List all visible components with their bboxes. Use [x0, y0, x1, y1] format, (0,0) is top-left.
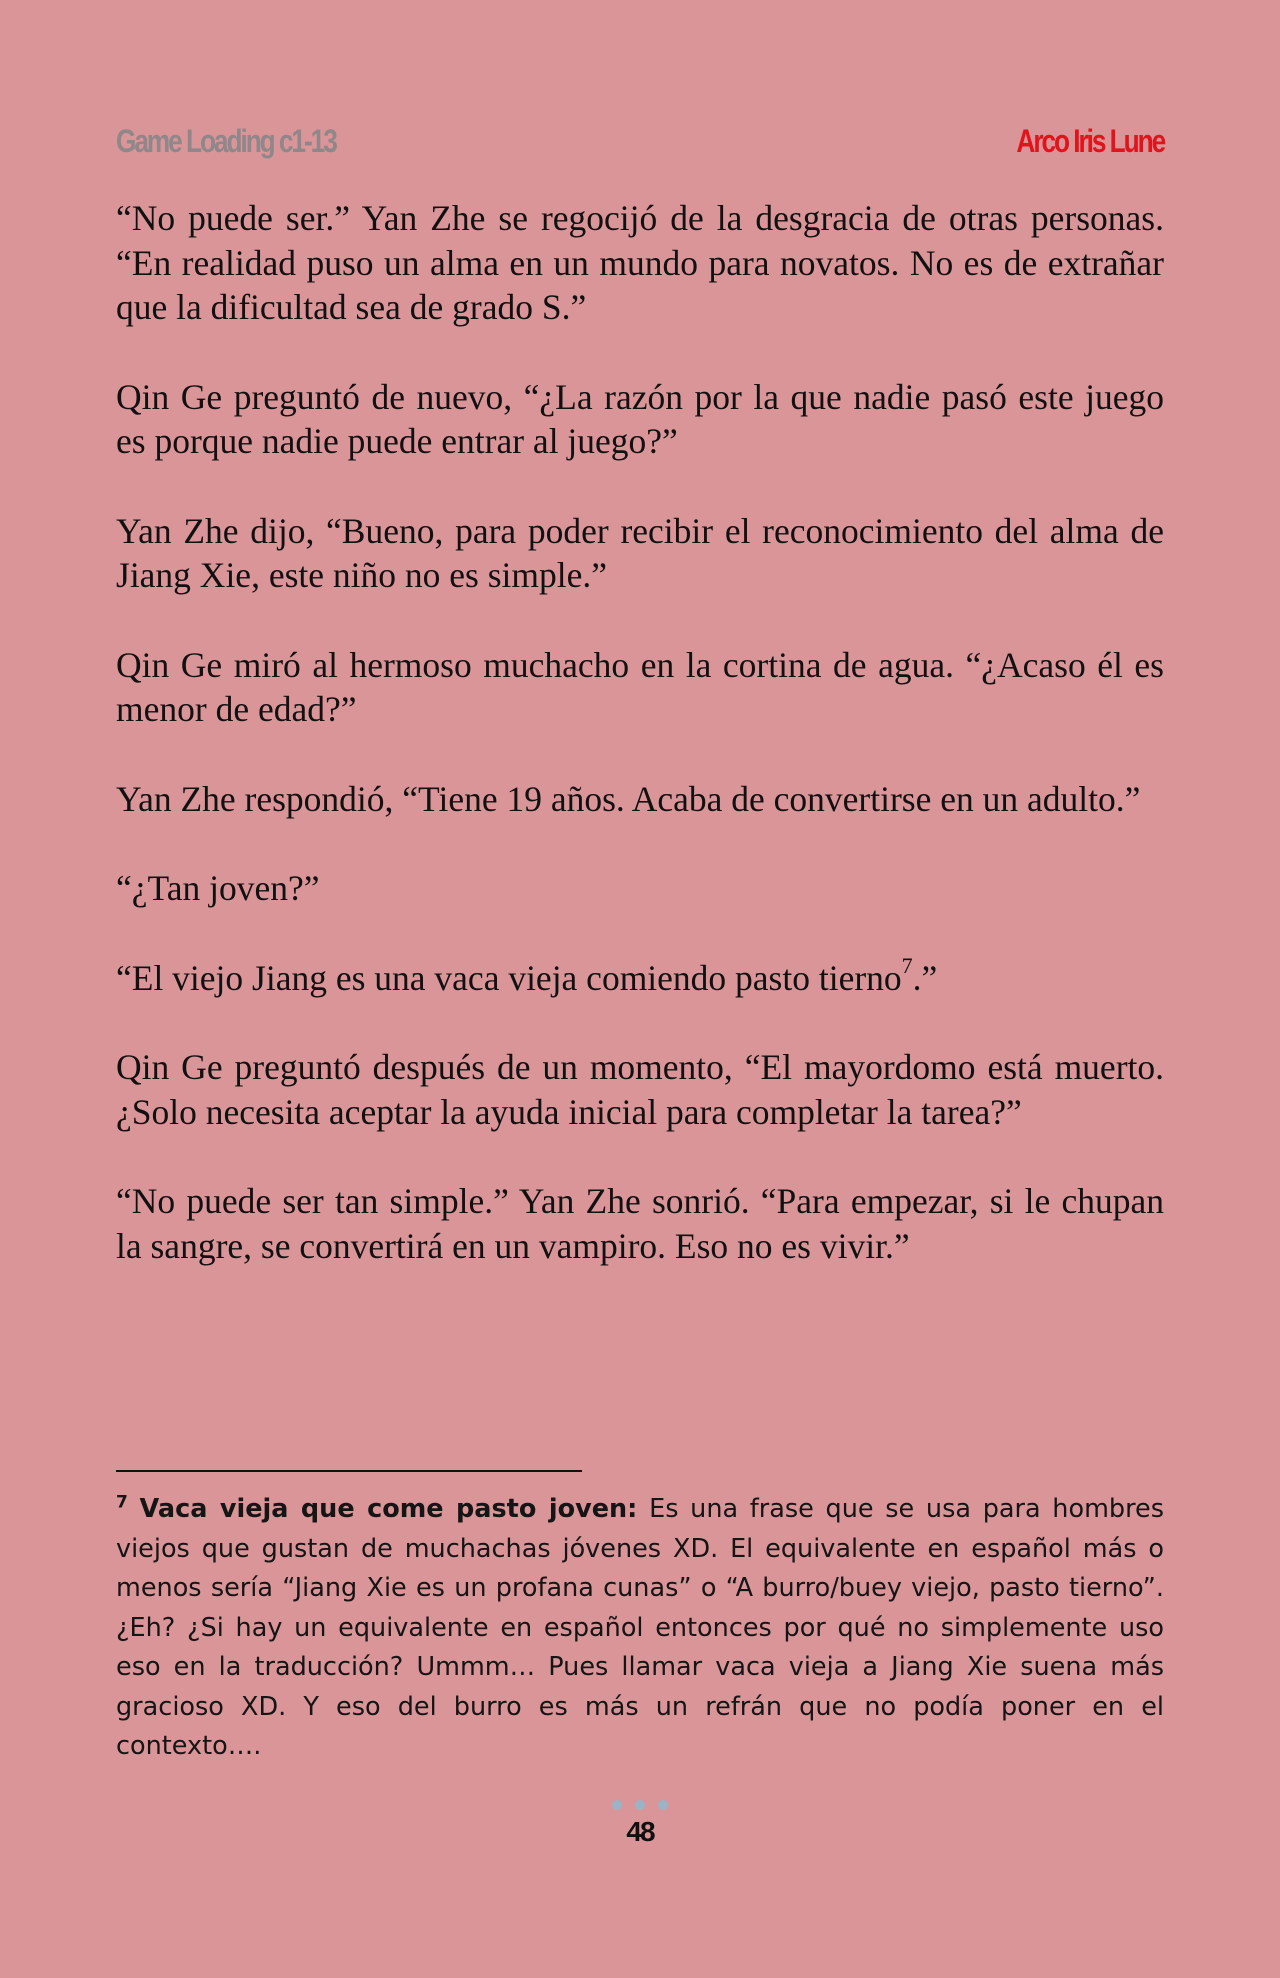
footnote-divider: [116, 1470, 582, 1472]
paragraph-2: Qin Ge preguntó de nuevo, “¿La razón por la que nadie pasó este juego es porque nadie puede entrar al juego?”: [116, 376, 1164, 461]
body-text: [116, 196, 1164, 1268]
footnote: [116, 1490, 1164, 1767]
paragraph-6: “¿Tan joven?”: [116, 868, 320, 908]
footnote-reference[interactable]: 7: [901, 952, 913, 978]
paragraph-8: Qin Ge preguntó después de un momento, “El mayordomo está muerto. ¿Solo necesita aceptar la ayuda inicial para completar la tarea?”: [116, 1047, 1164, 1132]
header-translator: Arco Iris Lune: [1016, 122, 1164, 159]
dot-icon: [612, 1800, 622, 1810]
paragraph-1: “No puede ser.” Yan Zhe se regocijó de la desgracia de otras personas. “En realidad puso un alma en un mundo para novatos. No es de extrañar que la dificultad sea de grado S.”: [116, 198, 1164, 327]
page-footer: [0, 1800, 1280, 1848]
header-book-title: Game Loading c1-13: [116, 122, 336, 159]
paragraph-9: “No puede ser tan simple.” Yan Zhe sonrió. “Para empezar, si le chupan la sangre, se convertirá en un vampiro. Eso no es vivir.”: [116, 1181, 1164, 1266]
page-header: [116, 116, 1164, 166]
paragraph-7: [116, 952, 1164, 1001]
footnote-term: Vaca vieja que come pasto joven:: [139, 1494, 638, 1524]
footnote-number: 7: [116, 1492, 128, 1513]
paragraph-4: Qin Ge miró al hermoso muchacho en la cortina de agua. “¿Acaso él es menor de edad?”: [116, 644, 1164, 729]
paragraph-7-end: .”: [912, 957, 938, 998]
dot-icon: [635, 1800, 645, 1810]
paragraph-3: Yan Zhe dijo, “Bueno, para poder recibir el reconocimiento del alma de Jiang Xie, este niño no es simple.”: [116, 510, 1164, 595]
footnote-text: Es una frase que se usa para hombres viejos que gustan de muchachas jóvenes XD. El equivalente en español más o menos sería “Jiang Xie es un profana cunas” o “A burro/buey viejo, pasto tierno”. ¿Eh? ¿Si hay un equivalente en español entonces por qué no simplemente uso eso en la traducción? Ummm… Pues llamar vaca vieja a Jiang Xie suena más gracioso XD. Y eso del burro es más un refrán que no podía poner en el contexto….: [116, 1494, 1164, 1761]
paragraph-7-text: “El viejo Jiang es una vaca vieja comiendo pasto tierno: [116, 957, 902, 998]
page-number: 48: [626, 1816, 654, 1847]
page-dots-ornament: [0, 1800, 1280, 1812]
paragraph-5: Yan Zhe respondió, “Tiene 19 años. Acaba de convertirse en un adulto.”: [116, 778, 1141, 819]
dot-icon: [658, 1800, 668, 1810]
